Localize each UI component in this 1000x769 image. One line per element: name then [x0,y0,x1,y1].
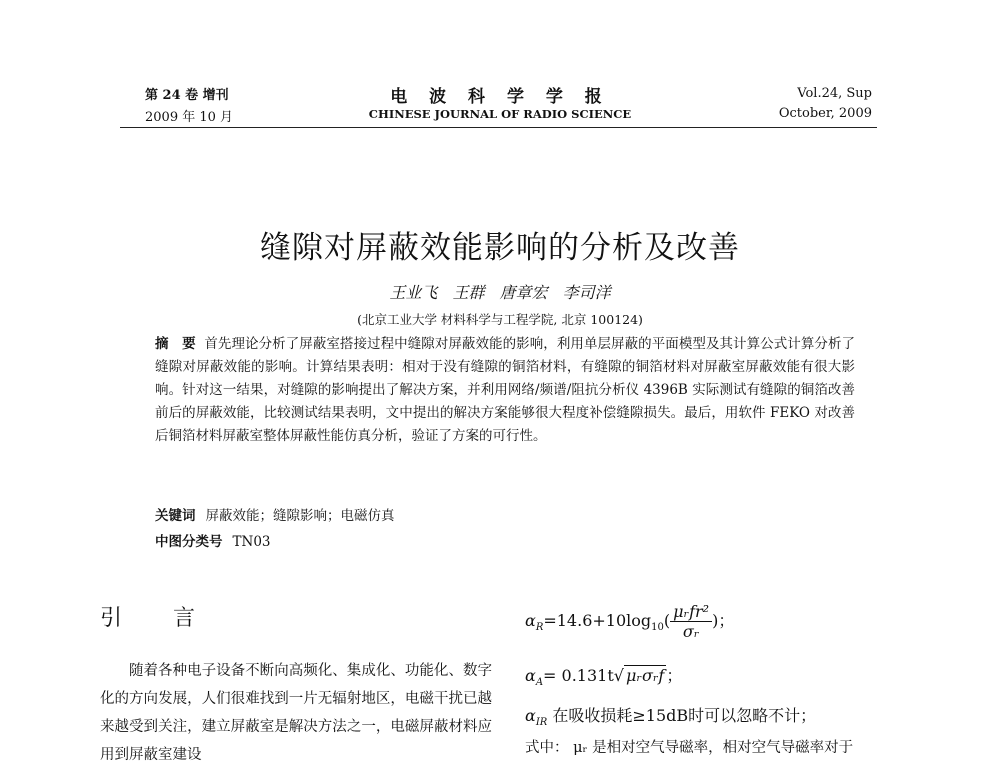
keywords [155,504,395,524]
eq1-end: ； [718,611,735,630]
abstract-text: 首先理论分析了屏蔽室搭接过程中缝隙对屏蔽效能的影响，利用单层屏蔽的平面模型及其计算公式计算分析了缝隙对屏蔽效能的影响。计算结果表明：相对于没有缝隙的铜箔材料，有缝隙的铜箔材料对屏蔽室屏蔽效能有很大影响。针对这一结果，对缝隙的影响提出了解决方案，并利用网络/频谱/阻抗分析仪 4396B 实际测试有缝隙的铜箔改善前后的屏蔽效能，比较测试结果表明，文中提出的解决方案能够很大程度补偿缝隙损失。最后，用软件 FEKO 对改善后铜箔材料屏蔽室整体屏蔽性能仿真分析，验证了方案的可行性。 [155,336,856,444]
classification [155,530,271,550]
eq1-mid: =14.6+10log [543,611,652,630]
journal-title-en: CHINESE JOURNAL OF RADIO SCIENCE [368,107,632,121]
eq1-lhs: α [525,611,536,630]
eq2-mid: = 0.131t [543,666,614,685]
paper-title: 缝隙对屏蔽效能影响的分析及改善 [260,230,740,266]
abstract-label: 摘 要 [155,336,196,352]
keywords-label: 关键词 [155,508,196,524]
section-paragraph: 随着各种电子设备不断向高频化、集成化、功能化、数字化的方向发展，人们很难找到一片无辐射地区，电磁干扰已越来越受到关注，建立屏蔽室是解决方法之一，电磁屏蔽材料应用到屏蔽室建设 [100,663,492,763]
header-volume: 第 24 卷 增刊 [145,88,229,103]
equation-reflection-loss: $\alpha_R=14.6+10\log_{10}$( $\frac{\text{μᵣfr²}}{\text{σᵣ}}$ )； [525,602,735,641]
eq2-sqrt: μᵣσᵣf [625,666,665,685]
journal-title-cn: 电 波 科 学 学 报 [390,87,610,107]
eq2-lhs-sub: A [535,677,544,689]
eq1-fraction [670,602,712,641]
header-date-en: October, 2009 [778,106,872,121]
equation-where-clause: 式中： μᵣ 是相对空气导磁率，相对空气导磁率对于 [525,740,854,756]
header-volume-en: Vol.24, Sup [797,86,872,101]
paper-affiliation: (北京工业大学 材料科学与工程学院, 北京 100124) [357,312,643,327]
header-rule [120,127,877,128]
paper-authors: 王业飞 王群 唐章宏 李司洋 [389,283,611,302]
eq1-numerator: μᵣfr² [670,602,712,622]
eq3-text: 在吸收损耗≥15dB时可以忽略不计； [547,706,817,725]
classification-text: TN03 [232,534,271,550]
classification-label: 中图分类号 [155,534,223,550]
equation-multiple-reflection-note [525,703,816,728]
equation-absorption-loss: $\alpha_A= 0.131t√$ μᵣσᵣf ； [525,666,683,689]
eq1-log-sub: 10 [651,622,664,634]
keywords-text: 屏蔽效能；缝隙影响；电磁仿真 [205,508,395,524]
eq2-lhs: α [525,666,536,685]
eq3-sub: IR [535,717,548,729]
section-title: 引 言 [100,606,217,631]
header-date: 2009 年 10 月 [145,110,234,125]
eq1-denominator: σᵣ [682,622,700,641]
abstract [155,333,855,448]
eq3-sym: α [525,706,536,725]
eq2-end: ； [666,666,683,685]
eq1-lhs-sub: R [535,622,544,634]
